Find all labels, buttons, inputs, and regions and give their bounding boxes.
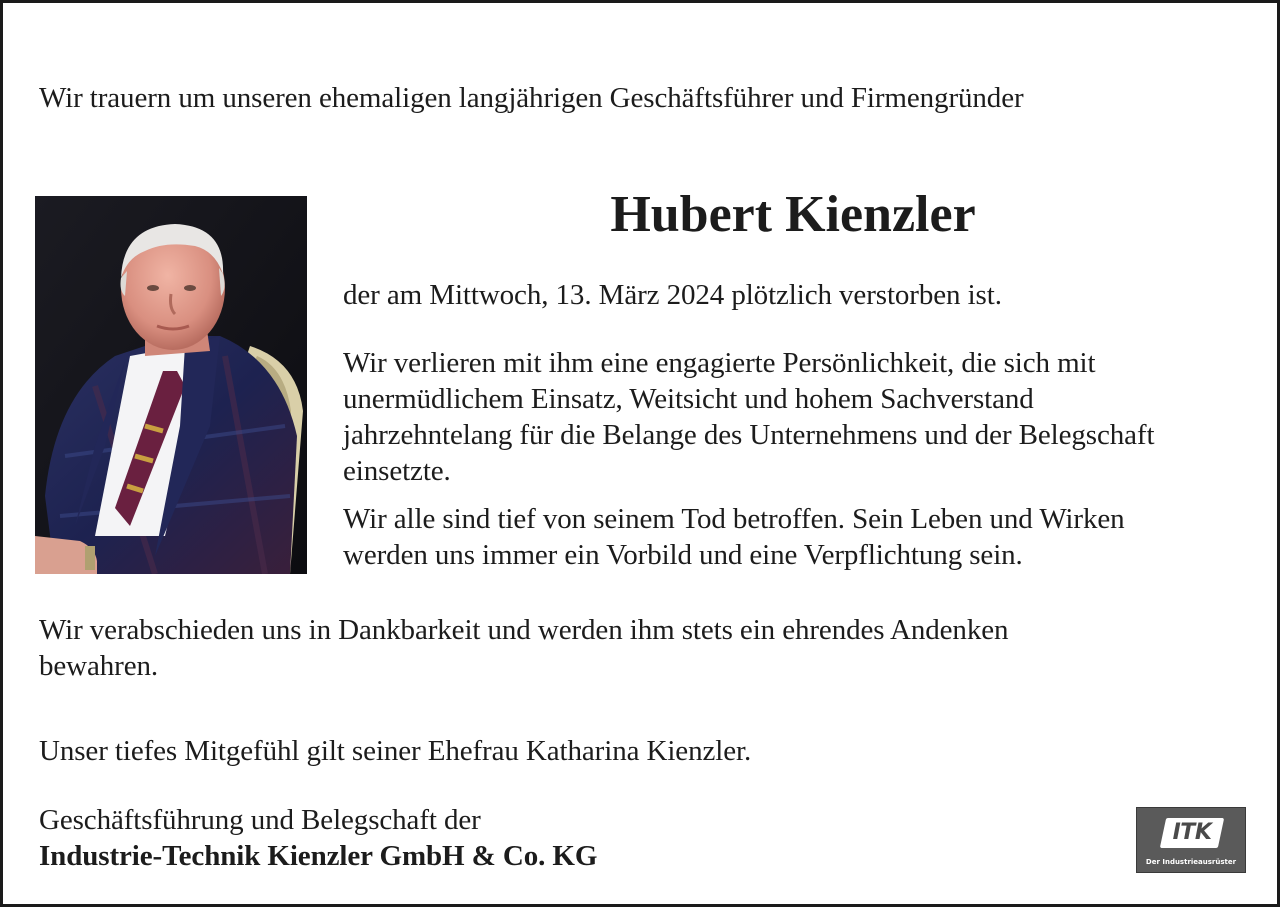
tribute-line: unermüdlichem Einsatz, Weitsicht und hohem Sachverstand [343, 383, 1034, 415]
company-logo [1136, 807, 1246, 873]
tribute-line: einsetzte. [343, 455, 451, 487]
farewell-line: bewahren. [39, 650, 159, 682]
farewell-line: Wir verabschieden uns in Dankbarkeit und werden ihm stets ein ehrendes Andenken [39, 614, 1009, 646]
death-date-line: der am Mittwoch, 13. März 2024 plötzlich verstorben ist. [343, 279, 1002, 311]
tribute-paragraph [343, 345, 1154, 489]
condolence-line: werden uns immer ein Vorbild und eine Verpflichtung sein. [343, 539, 1023, 571]
farewell-paragraph [39, 612, 1008, 684]
portrait-photo [35, 196, 307, 574]
condolence-line: Wir alle sind tief von seinem Tod betroffen. Sein Leben und Wirken [343, 503, 1125, 535]
company-name: Industrie-Technik Kienzler GmbH & Co. KG [39, 840, 598, 872]
logo-tagline: Der Industrieausrüster [1145, 858, 1237, 866]
intro-text: Wir trauern um unseren ehemaligen langjährigen Geschäftsführer und Firmengründer [39, 82, 1024, 114]
deceased-name: Hubert Kienzler [610, 186, 976, 243]
signature-line: Geschäftsführung und Belegschaft der [39, 804, 481, 836]
sympathy-text: Unser tiefes Mitgefühl gilt seiner Ehefrau Katharina Kienzler. [39, 735, 752, 767]
tribute-line: jahrzehntelang für die Belange des Unternehmens und der Belegschaft [343, 419, 1155, 451]
condolence-paragraph [343, 501, 1125, 573]
tribute-line: Wir verlieren mit ihm eine engagierte Persönlichkeit, die sich mit [343, 347, 1096, 379]
portrait-icon [35, 196, 307, 574]
logo-mark-text: ITK [1172, 820, 1212, 845]
